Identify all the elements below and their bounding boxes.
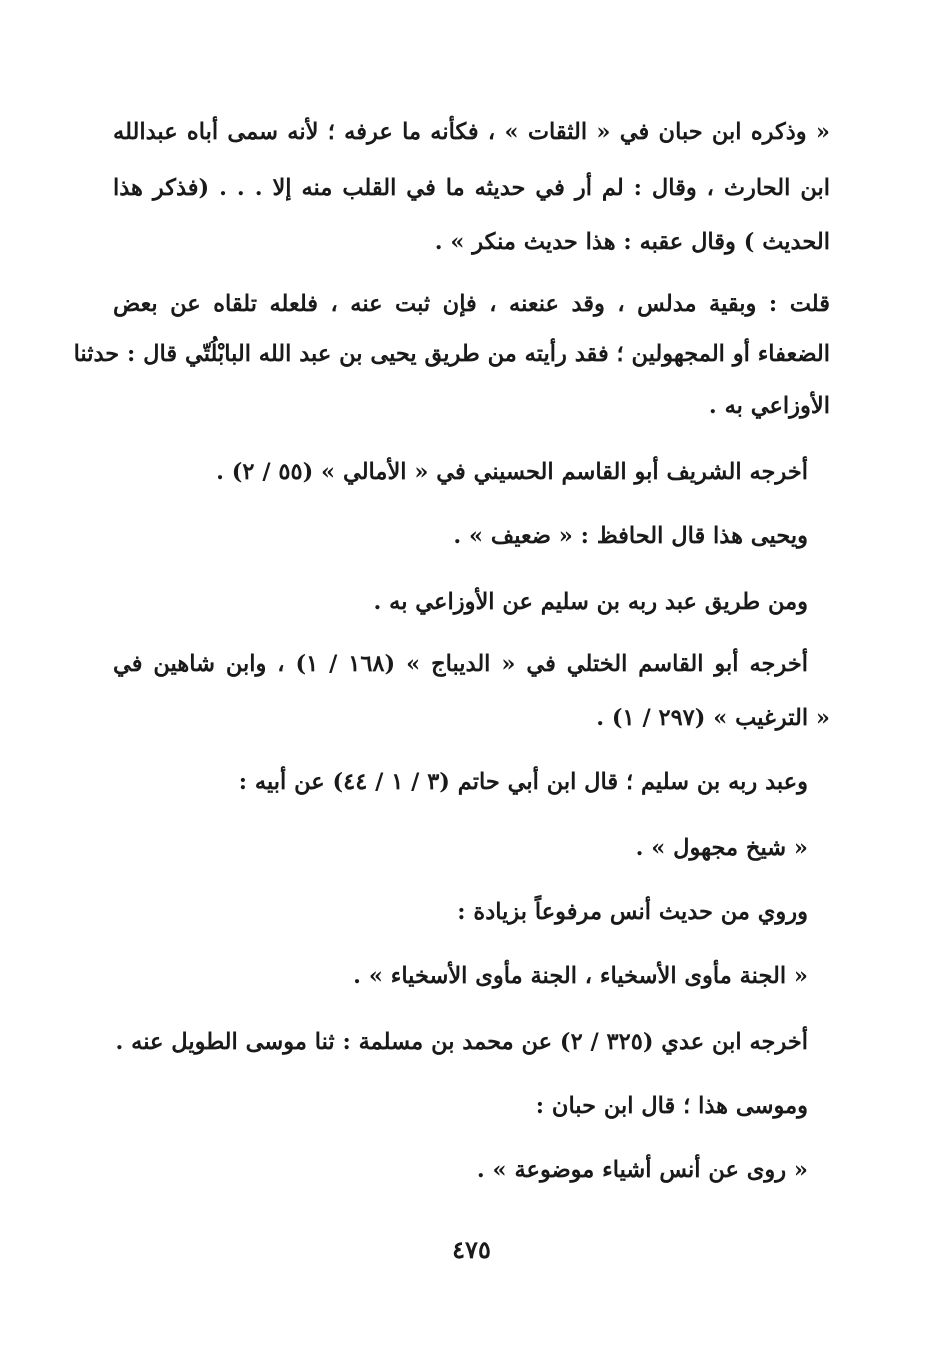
text-line: « وذكره ابن حبان في « الثقات » ، فكأنه ما عرفه ؛ لأنه سمى أباه عبدالله [113, 119, 830, 145]
text-line: ومن طريق عبد ربه بن سليم عن الأوزاعي به . [373, 589, 808, 615]
text-line: « الجنة مأوى الأسخياء ، الجنة مأوى الأسخياء » . [353, 963, 808, 989]
text-line: وعبد ربه بن سليم ؛ قال ابن أبي حاتم (٣ / ١ / ٤٤) عن أبيه : [238, 769, 808, 795]
text-line: ابن الحارث ، وقال : لم أر في حديثه ما في القلب منه إلا . . . (فذكر هذا [113, 175, 830, 201]
text-line: أخرجه ابن عدي (٣٢٥ / ٢) عن محمد بن مسلمة : ثنا موسى الطويل عنه . [115, 1029, 808, 1055]
page-number: ٤٧٥ [452, 1235, 491, 1264]
text-line: الضعفاء أو المجهولين ؛ فقد رأيته من طريق يحيى بن عبد الله البابْلُتّي قال : حدثنا [73, 341, 830, 367]
text-line: أخرجه أبو القاسم الختلي في « الديباج » (١٦٨ / ١) ، وابن شاهين في [113, 651, 808, 677]
text-line: وروي من حديث أنس مرفوعاً بزيادة : [457, 899, 808, 925]
text-line: ويحيى هذا قال الحافظ : « ضعيف » . [453, 523, 808, 549]
text-line: وموسى هذا ؛ قال ابن حبان : [535, 1093, 808, 1119]
text-line: قلت : وبقية مدلس ، وقد عنعنه ، فإن ثبت عنه ، فلعله تلقاه عن بعض [113, 291, 830, 317]
text-line: « روى عن أنس أشياء موضوعة » . [476, 1157, 808, 1183]
text-line: الأوزاعي به . [708, 393, 830, 419]
text-line: « شيخ مجهول » . [635, 835, 808, 861]
text-line: « الترغيب » (٢٩٧ / ١) . [596, 705, 830, 731]
text-line: أخرجه الشريف أبو القاسم الحسيني في « الأمالي » (٥٥ / ٢) . [216, 459, 808, 485]
text-line: الحديث ) وقال عقبه : هذا حديث منكر » . [434, 229, 830, 255]
